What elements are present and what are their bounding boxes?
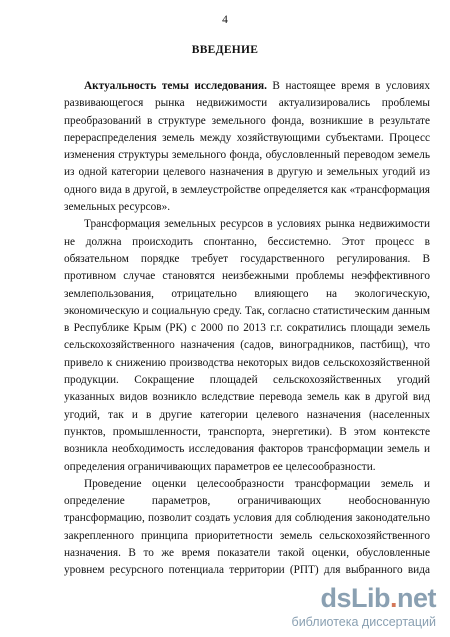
page-number: 4 [222,14,228,26]
logo-dot: . [389,583,397,613]
paragraph-text: В настоящее время в условиях развивающегося рынка недвижимости актуализировались проблемы преобразований в структуре земельного фонда, возникшие в результате перераспределения земель между хозяйствующими субъектами. Процесс изменения структуры земельного фонда, обусловленный переводом земель из одной категории целевого назначения в другую и земельных угодий из одного вида в другой, в землеустройстве определяется как «трансформация земельных ресурсов». [64,80,430,214]
dslib-watermark[interactable] [271,583,436,629]
dslib-logo [320,583,436,613]
logo-tld: net [397,583,436,613]
paragraph [64,216,430,475]
section-title: ВВЕДЕНИЕ [191,44,259,56]
paragraph-text: Проведение оценки целесообразности трансформации земель и определение параметров, ограничивающих необоснованную трансформацию, позволит создать условия для соблюдения законодательно закрепленного принципа приоритетности земель сельскохозяйственного назначения. В то же время показатели такой оценки, обусловленные уровнем ресурсного потенциала территории (РПТ) для выбранного вида [64,477,430,577]
paragraph-lead: Актуальность темы исследования. [84,80,267,92]
paragraph [64,78,430,216]
logo-main: dsLib [320,583,390,613]
body-text [64,78,430,597]
paragraph-text: Трансформация земельных ресурсов в условиях рынка недвижимости не должна происходить спонтанно, бессистемно. Этот процесс в обязательном порядке требует государственного регулирования. В противном случае становятся неизбежными проблемы неэффективного землепользования, отрицательно влияющего на экологическую, экономическую и социальную среду. Так, согласно статистическим данным в Республике Крым (РК) с 2000 по 2013 г.г. сократились площади земель сельскохозяйственного назначения (садов, виноградников, пастбищ), что привело к снижению производства некоторых видов сельскохозяйственной продукции. Сокращение площадей сельскохозяйственных угодий указанных видов возникло вследствие перевода земель как в другой вид угодий, так и в другие категории целевого назначения (населенных пунктов, промышленности, транспорта, энергетики). В этом контексте возникла необходимость исследования факторов трансформации земель и определения ограничивающих параметров ее целесообразности. [64,218,430,473]
paragraph [64,476,430,597]
watermark-subtitle: библиотека диссертаций [291,615,436,629]
